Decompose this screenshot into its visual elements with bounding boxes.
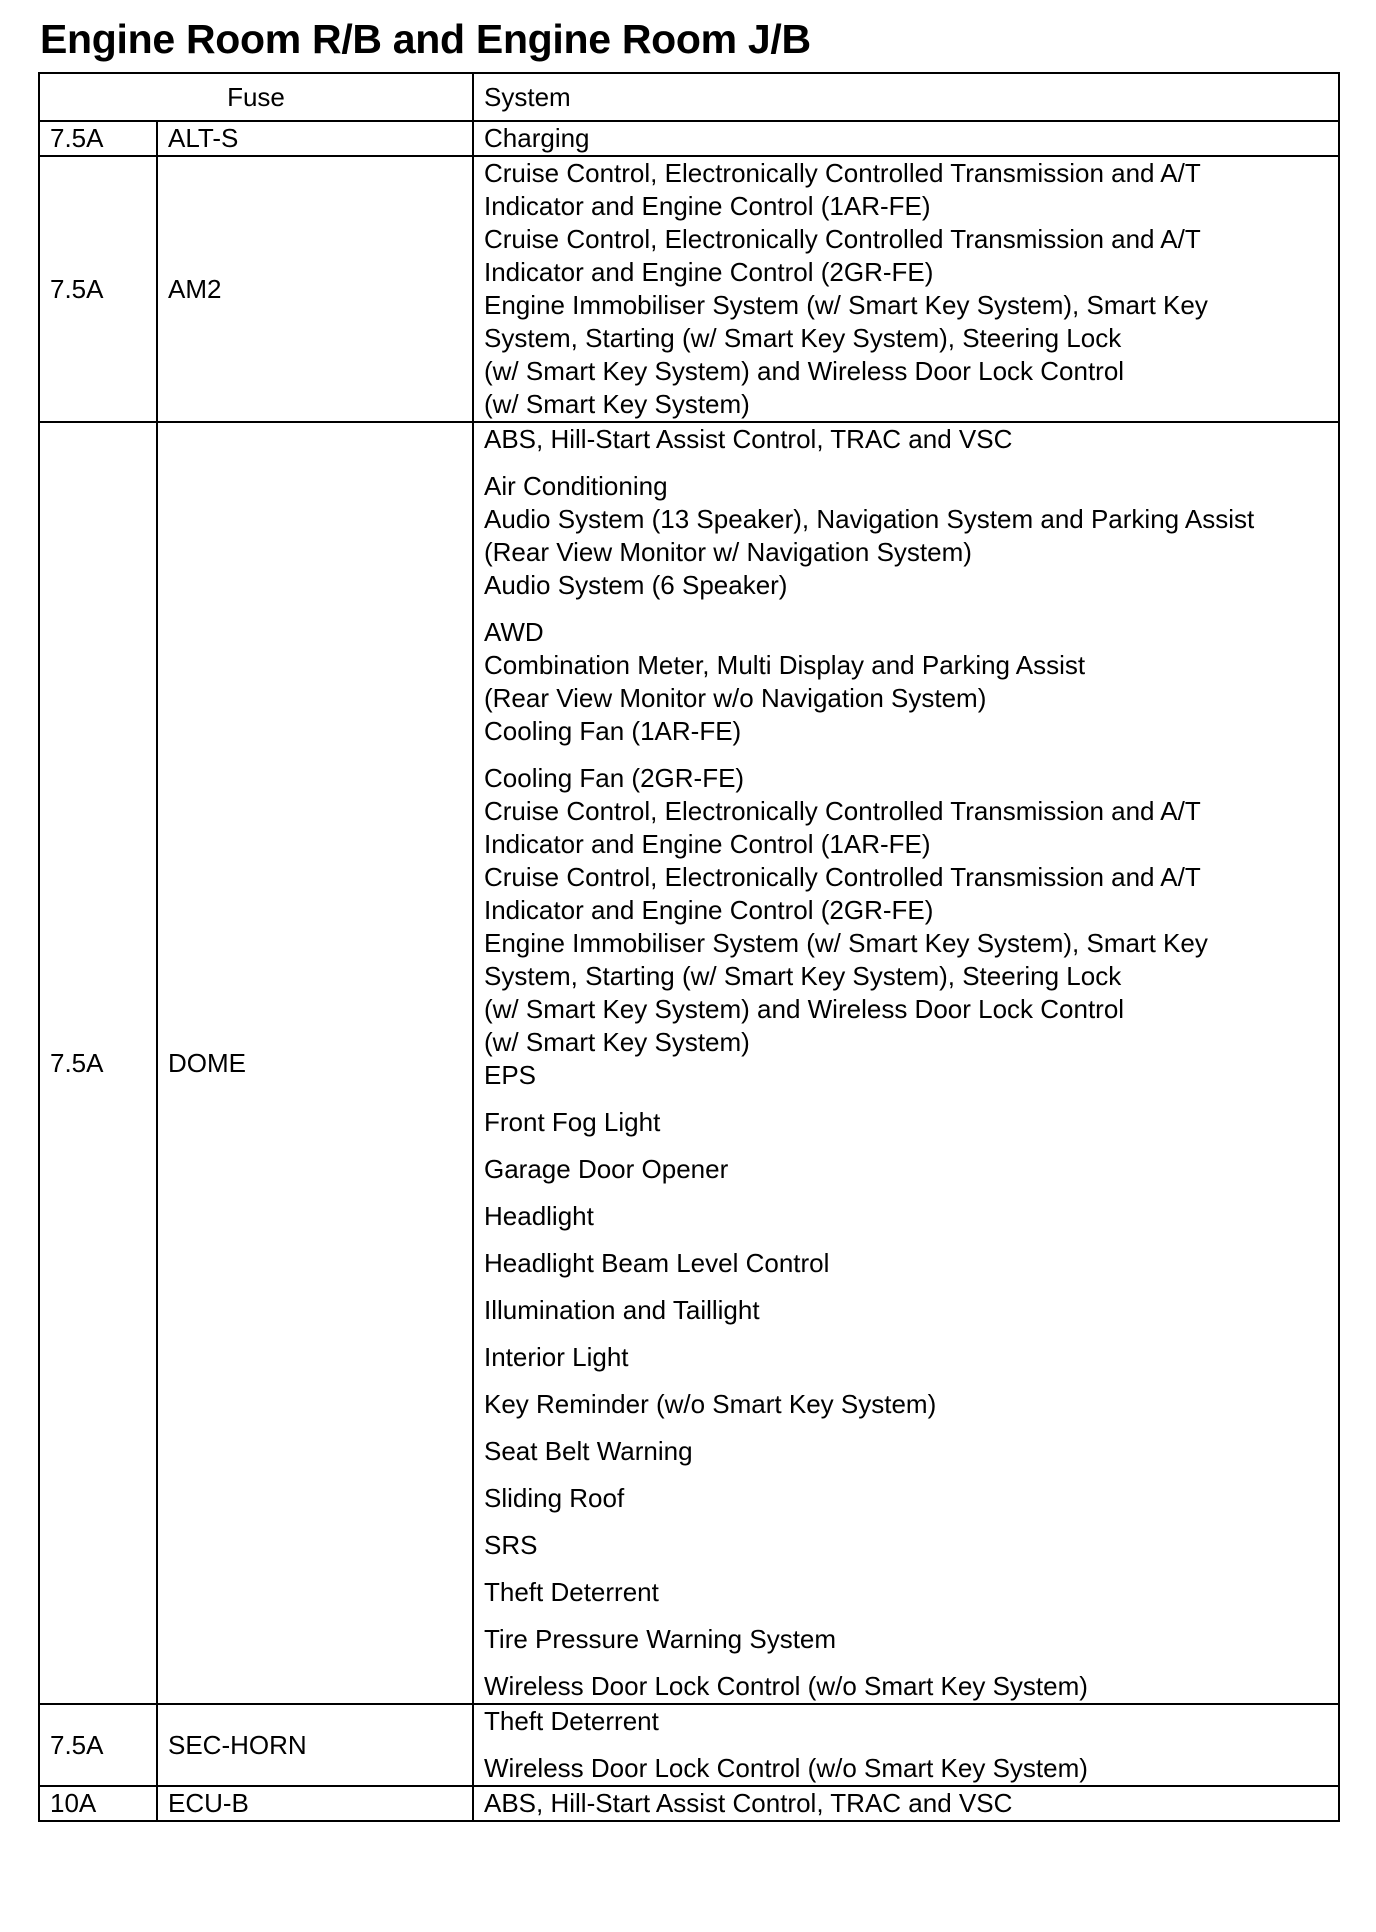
system-line: Indicator and Engine Control (2GR-FE) bbox=[484, 895, 934, 925]
system-line: Headlight Beam Level Control bbox=[484, 1248, 830, 1278]
system-line: Cooling Fan (1AR-FE) bbox=[484, 716, 742, 746]
header-system: System bbox=[473, 73, 1339, 121]
system-line: Wireless Door Lock Control (w/o Smart Key System) bbox=[484, 1671, 1088, 1701]
fuse-name: SEC-HORN bbox=[157, 1704, 473, 1786]
system-entry bbox=[484, 1435, 1328, 1468]
system-line: Air Conditioning bbox=[484, 471, 668, 501]
system-line: Theft Deterrent bbox=[484, 1706, 659, 1736]
system-line: Headlight bbox=[484, 1201, 594, 1231]
system-entry bbox=[484, 795, 1328, 861]
system-entry bbox=[484, 1623, 1328, 1656]
system-entry bbox=[484, 649, 1328, 715]
system-entry bbox=[484, 1247, 1328, 1280]
system-line: Garage Door Opener bbox=[484, 1154, 729, 1184]
system-line: Engine Immobiliser System (w/ Smart Key System), Smart Key bbox=[484, 290, 1208, 320]
system-line: Illumination and Taillight bbox=[484, 1295, 760, 1325]
system-line: (w/ Smart Key System) and Wireless Door Lock Control bbox=[484, 356, 1125, 386]
fuse-name: ALT-S bbox=[157, 121, 473, 156]
system-line: Cruise Control, Electronically Controlled Transmission and A/T bbox=[484, 224, 1201, 254]
system-line: Indicator and Engine Control (1AR-FE) bbox=[484, 191, 931, 221]
system-line: Audio System (13 Speaker), Navigation System and Parking Assist bbox=[484, 504, 1255, 534]
system-entry bbox=[484, 1482, 1328, 1515]
system-entry bbox=[484, 1576, 1328, 1609]
system-line: Charging bbox=[484, 123, 590, 153]
table-header-row bbox=[39, 73, 1339, 121]
system-line: (w/ Smart Key System) and Wireless Door Lock Control bbox=[484, 994, 1125, 1024]
system-entry bbox=[484, 423, 1328, 456]
system-line: ABS, Hill-Start Assist Control, TRAC and VSC bbox=[484, 1788, 1013, 1818]
system-entry bbox=[484, 616, 1328, 649]
system-entry bbox=[484, 569, 1328, 602]
system-line: AWD bbox=[484, 617, 544, 647]
system-line: Front Fog Light bbox=[484, 1107, 661, 1137]
system-line: (w/ Smart Key System) bbox=[484, 389, 750, 419]
fuse-systems bbox=[473, 156, 1339, 422]
system-entry bbox=[484, 1341, 1328, 1374]
fuse-amperage: 7.5A bbox=[39, 1704, 157, 1786]
fuse-amperage: 7.5A bbox=[39, 121, 157, 156]
system-entry bbox=[484, 1752, 1328, 1785]
system-line: SRS bbox=[484, 1530, 538, 1560]
system-entry bbox=[484, 470, 1328, 503]
table-row bbox=[39, 1704, 1339, 1786]
system-entry bbox=[484, 1529, 1328, 1562]
system-line: Engine Immobiliser System (w/ Smart Key System), Smart Key bbox=[484, 928, 1208, 958]
fuse-amperage: 10A bbox=[39, 1786, 157, 1821]
header-fuse: Fuse bbox=[39, 73, 473, 121]
system-line: Wireless Door Lock Control (w/o Smart Key System) bbox=[484, 1753, 1088, 1783]
system-entry bbox=[484, 1200, 1328, 1233]
system-line: Cruise Control, Electronically Controlled Transmission and A/T bbox=[484, 158, 1201, 188]
system-line: System, Starting (w/ Smart Key System), Steering Lock bbox=[484, 323, 1122, 353]
system-entry bbox=[484, 715, 1328, 748]
system-entry bbox=[484, 1106, 1328, 1139]
fuse-systems bbox=[473, 121, 1339, 156]
system-entry bbox=[484, 1294, 1328, 1327]
table-row bbox=[39, 422, 1339, 1704]
system-line: (Rear View Monitor w/o Navigation System) bbox=[484, 683, 987, 713]
system-line: Theft Deterrent bbox=[484, 1577, 659, 1607]
table-row bbox=[39, 121, 1339, 156]
system-line: System, Starting (w/ Smart Key System), Steering Lock bbox=[484, 961, 1122, 991]
system-line: Interior Light bbox=[484, 1342, 629, 1372]
system-line: Indicator and Engine Control (1AR-FE) bbox=[484, 829, 931, 859]
system-line: EPS bbox=[484, 1060, 537, 1090]
system-line: Key Reminder (w/o Smart Key System) bbox=[484, 1389, 937, 1419]
table-body bbox=[39, 121, 1339, 1821]
system-line: (w/ Smart Key System) bbox=[484, 1027, 750, 1057]
system-line: Combination Meter, Multi Display and Parking Assist bbox=[484, 650, 1086, 680]
system-entry bbox=[484, 503, 1328, 569]
system-entry bbox=[484, 1787, 1328, 1820]
system-entry bbox=[484, 1705, 1328, 1738]
fuse-name: ECU-B bbox=[157, 1786, 473, 1821]
system-line: (Rear View Monitor w/ Navigation System) bbox=[484, 537, 972, 567]
table-row bbox=[39, 156, 1339, 422]
fuse-systems bbox=[473, 1704, 1339, 1786]
fuse-amperage: 7.5A bbox=[39, 156, 157, 422]
system-line: Cruise Control, Electronically Controlled Transmission and A/T bbox=[484, 862, 1201, 892]
fuse-systems bbox=[473, 422, 1339, 1704]
system-line: Tire Pressure Warning System bbox=[484, 1624, 837, 1654]
system-entry bbox=[484, 157, 1328, 223]
fuse-systems bbox=[473, 1786, 1339, 1821]
system-entry bbox=[484, 289, 1328, 421]
system-entry bbox=[484, 223, 1328, 289]
system-line: Cruise Control, Electronically Controlled Transmission and A/T bbox=[484, 796, 1201, 826]
system-line: ABS, Hill-Start Assist Control, TRAC and VSC bbox=[484, 424, 1013, 454]
system-line: Cooling Fan (2GR-FE) bbox=[484, 763, 745, 793]
system-entry bbox=[484, 122, 1328, 155]
fuse-amperage: 7.5A bbox=[39, 422, 157, 1704]
system-line: Indicator and Engine Control (2GR-FE) bbox=[484, 257, 934, 287]
system-line: Sliding Roof bbox=[484, 1483, 625, 1513]
fuse-table bbox=[38, 72, 1340, 1822]
system-entry bbox=[484, 1388, 1328, 1421]
system-entry bbox=[484, 927, 1328, 1059]
fuse-name: AM2 bbox=[157, 156, 473, 422]
system-line: Seat Belt Warning bbox=[484, 1436, 693, 1466]
fuse-name: DOME bbox=[157, 422, 473, 1704]
page-title: Engine Room R/B and Engine Room J/B bbox=[40, 16, 811, 62]
system-line: Audio System (6 Speaker) bbox=[484, 570, 788, 600]
system-entry bbox=[484, 1153, 1328, 1186]
table-row bbox=[39, 1786, 1339, 1821]
system-entry bbox=[484, 1670, 1328, 1703]
system-entry bbox=[484, 1059, 1328, 1092]
system-entry bbox=[484, 762, 1328, 795]
system-entry bbox=[484, 861, 1328, 927]
